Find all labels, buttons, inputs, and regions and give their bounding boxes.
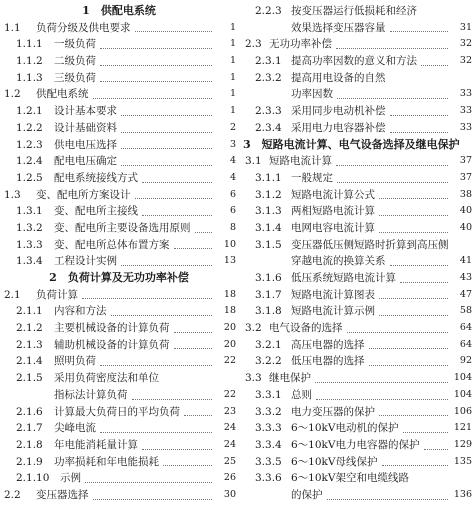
dot-leader xyxy=(327,482,449,500)
dot-leader xyxy=(424,432,449,450)
dot-leader xyxy=(121,98,212,116)
section-number: 2.1.3 xyxy=(16,338,43,351)
page-number: 3 xyxy=(229,138,236,150)
page-number: 2 xyxy=(229,121,236,133)
section-number: 2.1.6 xyxy=(16,405,43,418)
section-title: 配电电压确定 xyxy=(54,155,117,168)
section-number: 2.3.4 xyxy=(255,121,282,134)
dot-leader xyxy=(121,132,212,150)
page-number: 18 xyxy=(223,305,236,317)
section-title: 内容和方法 xyxy=(54,305,107,318)
dot-leader xyxy=(174,315,213,333)
section-title: 穿越电流的换算关系 xyxy=(291,255,386,268)
section-title: 两相短路电流计算 xyxy=(291,205,375,218)
page-number: 26 xyxy=(223,472,236,484)
dot-leader xyxy=(85,465,212,483)
dot-leader xyxy=(379,182,448,200)
section-title: 照明负荷 xyxy=(54,355,96,368)
page-number: 32 xyxy=(459,38,472,50)
page-number: 6 xyxy=(229,205,236,217)
section-title: 辅助机械设备的计算负荷 xyxy=(54,338,170,351)
section-title: 变、配电所主要设备选用原则 xyxy=(54,221,191,234)
section-number: 2.1.9 xyxy=(16,455,43,468)
page-number: 104 xyxy=(453,372,472,384)
page-number: 18 xyxy=(223,288,236,300)
section-number: 1.3.4 xyxy=(16,255,43,268)
page-number: 41 xyxy=(459,255,472,267)
section-title: 低压系统短路电流计算 xyxy=(291,272,396,284)
dot-leader xyxy=(174,332,213,350)
section-number: 1.3 xyxy=(4,188,21,201)
section-title: 6～10kV架空和电缆线路 xyxy=(291,472,409,485)
section-title: 功率因数 xyxy=(291,88,333,101)
section-number: 2.3.3 xyxy=(255,105,282,118)
section-number: 1.1.1 xyxy=(16,38,43,51)
page-number: 40 xyxy=(459,221,472,233)
page-number: 64 xyxy=(459,322,472,334)
section-number: 1.2.3 xyxy=(16,138,43,151)
section-number: 2.3 xyxy=(245,38,262,51)
dot-leader xyxy=(390,15,449,33)
page-number: 8 xyxy=(229,221,236,233)
section-number: 3.1.3 xyxy=(255,205,282,218)
section-title: 变、配电所总体布置方案 xyxy=(54,238,170,251)
dot-leader xyxy=(135,15,213,33)
dot-leader xyxy=(379,215,448,233)
section-number: 2.3.1 xyxy=(255,55,282,68)
page-number: 40 xyxy=(459,205,472,217)
page-number: 10 xyxy=(223,238,236,250)
toc-entry[interactable] xyxy=(243,454,472,471)
dot-leader xyxy=(403,415,449,433)
toc-entry[interactable] xyxy=(2,353,236,370)
dot-leader xyxy=(347,315,449,333)
dot-leader xyxy=(337,81,448,99)
section-title: 年电能消耗量计算 xyxy=(54,438,138,451)
page-number: 104 xyxy=(453,388,472,400)
page-number: 1 xyxy=(229,38,236,50)
dot-leader xyxy=(100,65,212,83)
section-title: 二级负荷 xyxy=(54,55,96,68)
page-number: 1 xyxy=(229,55,236,67)
dot-leader xyxy=(379,282,448,300)
page-number: 47 xyxy=(459,288,472,300)
section-number: 2.1.1 xyxy=(16,305,43,318)
section-title: 功率损耗和年电能损耗 xyxy=(54,455,159,468)
page-number: 64 xyxy=(459,338,472,350)
section-number: 3.2.2 xyxy=(255,355,282,368)
section-title: 负荷分级及供电要求 xyxy=(36,21,131,34)
dot-leader xyxy=(174,232,213,250)
dot-leader xyxy=(82,282,212,300)
section-title: 设计基础资料 xyxy=(54,121,117,134)
section-number: 3.1.6 xyxy=(255,272,282,284)
dot-leader xyxy=(142,198,212,216)
page-number: 20 xyxy=(223,322,236,334)
toc-entry-continuation[interactable] xyxy=(243,487,472,504)
section-title: 电力变压器的保护 xyxy=(291,405,375,418)
section-number: 1.2.5 xyxy=(16,171,43,184)
page-number: 25 xyxy=(223,455,236,467)
section-title: 电网电容电流计算 xyxy=(291,221,375,234)
section-number: 3.3.6 xyxy=(255,472,282,485)
section-number: 2.1.7 xyxy=(16,422,43,435)
section-number: 3.1.8 xyxy=(255,305,282,318)
dot-leader xyxy=(369,332,449,350)
dot-leader xyxy=(337,165,448,183)
section-number: 3.3.3 xyxy=(255,422,282,435)
section-title: 6～10kV母线保护 xyxy=(291,455,378,468)
page-number: 23 xyxy=(223,405,236,417)
page-number: 1 xyxy=(229,21,236,33)
dot-leader xyxy=(390,98,449,116)
section-number: 3.1.4 xyxy=(255,221,282,234)
section-number: 1.2.2 xyxy=(16,121,43,134)
section-title: 短路电流计算公式 xyxy=(291,188,375,201)
page-number: 33 xyxy=(459,88,472,100)
section-title: 的保护 xyxy=(291,488,323,501)
dot-leader xyxy=(111,298,213,316)
toc-left-column xyxy=(2,3,236,504)
section-number: 2.1.5 xyxy=(16,372,43,385)
dot-leader xyxy=(100,48,212,66)
section-title: 高压电器的选择 xyxy=(291,338,365,351)
page-number: 20 xyxy=(223,338,236,350)
dot-leader xyxy=(315,365,448,383)
spacer xyxy=(90,4,101,17)
section-title: 示例 xyxy=(60,472,81,485)
dot-leader xyxy=(336,148,448,166)
section-number: 3.3.4 xyxy=(255,438,282,451)
section-number: 3.3 xyxy=(245,372,262,385)
dot-leader xyxy=(100,31,212,49)
section-title: 继电保护 xyxy=(269,372,311,385)
section-title: 尖峰电流 xyxy=(54,422,96,435)
toc-entry[interactable] xyxy=(243,220,472,237)
section-title: 短路电流计算示例 xyxy=(291,305,375,318)
chapter-title-text: 短路电流计算、电气设备选择及继电保护 xyxy=(261,137,460,151)
page-number: 24 xyxy=(223,438,236,450)
dot-leader xyxy=(93,482,213,500)
section-title: 指标法计算负荷 xyxy=(54,388,128,401)
dot-leader xyxy=(336,31,448,49)
section-title: 无功功率补偿 xyxy=(269,38,332,51)
dot-leader xyxy=(382,449,449,467)
section-number: 2.2.3 xyxy=(255,5,282,17)
page-number: 22 xyxy=(223,355,236,367)
dot-leader xyxy=(390,248,449,266)
page-number: 24 xyxy=(223,422,236,434)
section-title: 采用负荷密度法和单位 xyxy=(54,372,159,385)
section-title: 提高用电设备的自然 xyxy=(291,71,386,84)
chapter-title-text: 供配电系统 xyxy=(100,4,156,17)
section-title: 变压器选择 xyxy=(36,488,89,501)
dot-leader xyxy=(184,399,212,417)
section-title: 一般规定 xyxy=(291,171,333,184)
section-title: 一级负荷 xyxy=(54,38,96,51)
section-title: 按变压器运行低损耗和经济 xyxy=(291,5,417,17)
toc-entry[interactable] xyxy=(2,253,236,270)
dot-leader xyxy=(142,165,212,183)
page-number: 121 xyxy=(453,422,472,434)
chapter-number: 3 xyxy=(243,137,251,151)
page-number: 33 xyxy=(459,121,472,133)
section-title: 短路电流计算图表 xyxy=(291,288,375,301)
page-number: 31 xyxy=(459,21,472,33)
section-number: 3.3.2 xyxy=(255,405,282,418)
section-number: 1.2.4 xyxy=(16,155,43,168)
section-number: 3.2 xyxy=(245,322,262,335)
section-title: 负荷计算 xyxy=(36,288,78,301)
section-title: 主要机械设备的计算负荷 xyxy=(54,322,170,335)
section-number: 2.1.4 xyxy=(16,355,43,368)
page-number: 1 xyxy=(229,71,236,83)
section-number: 2.3.2 xyxy=(255,71,282,84)
dot-leader xyxy=(390,115,449,133)
page-number: 33 xyxy=(459,105,472,117)
page-number: 4 xyxy=(229,155,236,167)
dot-leader xyxy=(195,215,213,233)
dot-leader xyxy=(421,48,448,66)
section-number: 1.1.3 xyxy=(16,71,43,84)
section-number: 2.1.2 xyxy=(16,322,43,335)
page-number: 106 xyxy=(453,405,472,417)
section-number: 3.3.1 xyxy=(255,388,282,401)
page-number: 129 xyxy=(453,438,472,450)
section-title: 采用同步电动机补偿 xyxy=(291,105,386,118)
toc-entry[interactable] xyxy=(243,120,472,137)
section-number: 2.2 xyxy=(4,488,21,501)
section-number: 1.1.2 xyxy=(16,55,43,68)
toc-entry[interactable] xyxy=(2,487,236,504)
page-number: 37 xyxy=(459,171,472,183)
section-number: 2.1 xyxy=(4,288,21,301)
section-title: 提高功率因数的意义和方法 xyxy=(291,55,417,68)
page-number: 1 xyxy=(229,88,236,100)
page-number: 43 xyxy=(459,272,472,283)
section-title: 设计基本要求 xyxy=(54,105,117,118)
section-title: 短路电流计算 xyxy=(269,155,332,168)
section-number: 3.1.5 xyxy=(255,238,282,251)
section-title: 变压器低压侧短路时折算到高压侧 xyxy=(291,238,449,251)
section-title: 供电电压选择 xyxy=(54,138,117,151)
section-number: 3.1.7 xyxy=(255,288,282,301)
dot-leader xyxy=(369,348,449,366)
dot-leader xyxy=(400,265,448,283)
page-number: 13 xyxy=(223,255,236,267)
section-number: 3.1 xyxy=(245,155,262,168)
section-number: 3.3.5 xyxy=(255,455,282,468)
section-title: 效果选择变压器容量 xyxy=(291,21,386,34)
section-title: 6～10kV电动机的保护 xyxy=(291,422,399,435)
dot-leader xyxy=(379,198,448,216)
dot-leader xyxy=(93,81,213,99)
section-title: 变、配电所主接线 xyxy=(54,205,138,218)
section-number: 1.3.3 xyxy=(16,238,43,251)
toc-right-column xyxy=(243,3,472,504)
page-number: 136 xyxy=(453,488,472,500)
dot-leader xyxy=(100,348,212,366)
dot-leader xyxy=(132,382,213,400)
section-number: 3.1.1 xyxy=(255,171,282,184)
section-title: 总则 xyxy=(291,388,312,401)
section-number: 3.1.2 xyxy=(255,188,282,201)
page-number: 58 xyxy=(459,305,472,317)
section-number: 1.3.2 xyxy=(16,221,43,234)
section-title: 采用电力电容器补偿 xyxy=(291,121,386,134)
section-number: 3.2.1 xyxy=(255,338,282,351)
dot-leader xyxy=(135,182,213,200)
section-title: 低压电器的选择 xyxy=(291,355,365,368)
page-number: 22 xyxy=(223,388,236,400)
chapter-number: 1 xyxy=(82,4,90,17)
dot-leader xyxy=(316,382,448,400)
section-number: 2.1.10 xyxy=(16,472,50,485)
dot-leader xyxy=(142,432,212,450)
section-number: 2.1.8 xyxy=(16,438,43,451)
page-number: 37 xyxy=(459,155,472,167)
section-number: 1.2 xyxy=(4,88,21,101)
page-number: 4 xyxy=(229,171,236,183)
spacer xyxy=(57,271,68,284)
toc-entry[interactable] xyxy=(243,53,472,70)
section-number: 1.1 xyxy=(4,21,21,34)
dot-leader xyxy=(163,449,212,467)
spacer xyxy=(251,138,262,151)
dot-leader xyxy=(121,248,212,266)
section-title: 三级负荷 xyxy=(54,71,96,84)
page-number: 38 xyxy=(459,188,472,200)
page-number: 32 xyxy=(459,55,472,67)
section-title: 配电系统接线方式 xyxy=(54,171,138,184)
section-title: 供配电系统 xyxy=(36,88,89,101)
section-number: 1.3.1 xyxy=(16,205,43,218)
section-title: 变、配电所方案设计 xyxy=(36,188,131,201)
page-number: 6 xyxy=(229,188,236,200)
page-number: 1 xyxy=(229,105,236,117)
dot-leader xyxy=(379,399,448,417)
section-number: 1.2.1 xyxy=(16,105,43,118)
dot-leader xyxy=(121,115,212,133)
chapter-title-text: 负荷计算及无功功率补偿 xyxy=(67,271,189,284)
section-title: 电气设备的选择 xyxy=(269,322,343,335)
section-title: 工程设计实例 xyxy=(54,255,117,268)
page-number: 135 xyxy=(453,455,472,467)
section-title: 6～10kV电力电容器的保护 xyxy=(291,438,420,451)
dot-leader xyxy=(121,148,212,166)
section-title: 计算最大负荷日的平均负荷 xyxy=(54,405,180,418)
dot-leader xyxy=(379,298,448,316)
chapter-number: 2 xyxy=(49,271,57,284)
page-number: 30 xyxy=(223,488,236,500)
page-number: 92 xyxy=(459,355,472,367)
dot-leader xyxy=(100,415,212,433)
